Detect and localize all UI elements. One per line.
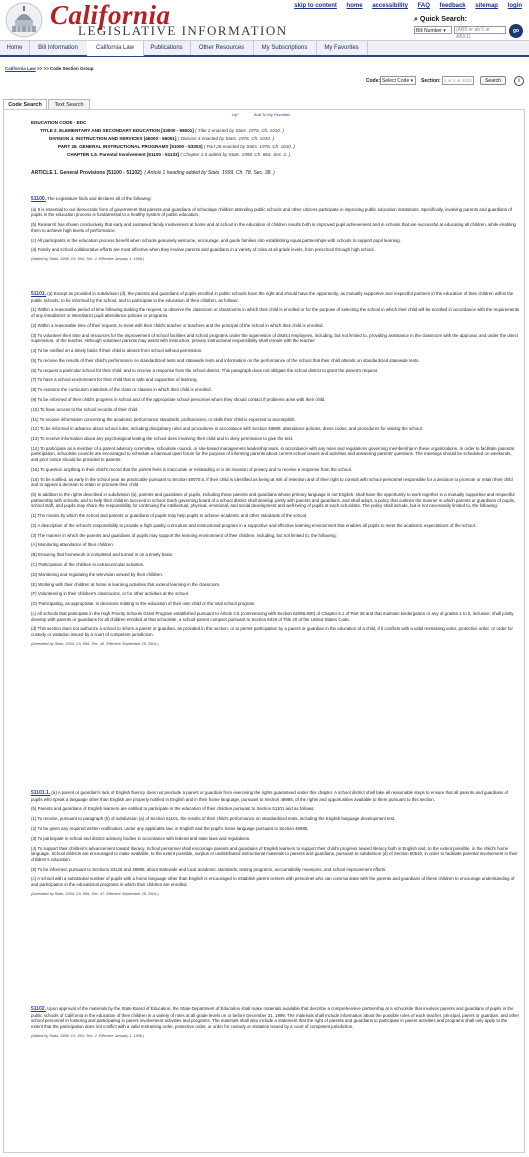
section-paragraph bbox=[31, 492, 520, 509]
paragraph-text: (b) Research has shown conclusively that early and sustained family involvement at home and at school in the education of children results both in improved pupil achievement and in schools that are successful at educating all children, while enabling them to achieve high levels of performance. bbox=[31, 222, 516, 233]
section-paragraph bbox=[31, 333, 520, 344]
section-paragraph bbox=[31, 513, 520, 519]
breadcrumb-rest: >> >> Code Section Group bbox=[37, 66, 94, 71]
paragraph-text: (2) A description of the school's responsibility to provide a high quality curriculum and instructional program in a supportive and effective learning environment that enables all pupils to meet the academic expectations of the school. bbox=[31, 522, 476, 528]
section-history-note: (Amended by Stats. 2004, Ch. 896, Sec. 47. Effective September 29, 2004.) bbox=[31, 891, 159, 896]
paragraph-text: (c) All schools that participate in the High Priority Schools Grant Program established pursuant to Article 3.5 (commencing with Section 52055.600) of Chapter 6.1 of Part 28 and that maintain kindergarten or any of grades 1 to 5, inclusive, shall jointly develop with parents or guardians for all children enrolled at that schoolsite, a school-parent compact pursuant to Section 6319 of Title 20 of the United States Code. bbox=[31, 610, 514, 622]
paragraph-text: (2) To be given any required written notification, under any applicable law, in English and the pupil's home language pursuant to Section 48985. bbox=[31, 825, 309, 831]
skip-to-content-link[interactable]: skip to content bbox=[294, 3, 337, 9]
section-paragraph bbox=[31, 867, 520, 873]
paragraph-text: (4) To support their children's advancement toward literacy. School personnel shall encourage parents and guardians of English learners to support their child's progress toward literacy both in English and, to the extent possible, in the child's home language. School districts are encouraged to make available, to the extent possible, surplus or undistributed instructional materials to parents and guardians, pursuant to subdivision (d) of Section 60510, in order to facilitate parental involvement in their children's education. bbox=[31, 845, 518, 862]
code-label: Code: bbox=[366, 78, 381, 84]
section-paragraph bbox=[31, 358, 520, 364]
bill-number-input[interactable]: (AB5 or ab 5 or ABX1) bbox=[454, 26, 506, 34]
section-paragraph bbox=[31, 790, 520, 802]
section-paragraph bbox=[31, 533, 520, 539]
code-heading: EDUCATION CODE - EDC bbox=[31, 120, 87, 125]
section-input[interactable]: 1 or 2 or 1001 bbox=[444, 78, 473, 83]
section-paragraph bbox=[31, 397, 520, 403]
section-paragraph bbox=[31, 806, 520, 812]
tab-text-search[interactable]: Text Search bbox=[48, 99, 90, 109]
section-paragraph bbox=[31, 291, 520, 303]
accessibility-link[interactable]: accessibility bbox=[372, 3, 408, 9]
section-paragraph bbox=[31, 552, 520, 558]
paragraph-text: (a) Except as provided in subdivision (d), the parents and guardians of pupils enrolled in public schools have the right and should have the opportunity, as mutually supportive and respectful partners in the education of their children within the public schools, to be informed by the school, and to participate in the education of their children, as follows: bbox=[31, 291, 514, 303]
paragraph-text: (8) To examine the curriculum materials of the class or classes in which their child is enrolled. bbox=[31, 387, 212, 393]
section-paragraph bbox=[31, 523, 520, 529]
section-paragraph bbox=[31, 582, 520, 588]
section-paragraph bbox=[31, 1006, 520, 1029]
section-paragraph bbox=[31, 323, 520, 329]
section-paragraph bbox=[31, 601, 520, 607]
section-paragraph bbox=[31, 836, 520, 842]
paragraph-text: (9) To be informed of their child's progress in school and of the appropriate school personnel whom they should contact if problems arise with their child. bbox=[31, 396, 326, 402]
section-paragraph bbox=[31, 368, 520, 374]
sitemap-link[interactable]: sitemap bbox=[475, 3, 498, 9]
section-paragraph bbox=[31, 377, 520, 383]
section-number-link[interactable]: 51102. bbox=[31, 1006, 47, 1012]
paragraph-text: (6) To request a particular school for their child, and to receive a response from the school district. This paragraph does not obligate the school district to grant the parent's request. bbox=[31, 367, 379, 373]
section-paragraph bbox=[31, 238, 520, 244]
section-history-note: (Added by Stats. 1998, Ch. 864, Sec. 2. Effective January 1, 1999.) bbox=[31, 1033, 145, 1038]
paragraph-text: (c) All participants in the education process benefit when schools genuinely welcome, encourage, and guide families into establishing equal partnerships with schools to support pupil learning. bbox=[31, 237, 401, 243]
section-paragraph bbox=[31, 626, 520, 637]
paragraph-text: (A) Monitoring attendance of their children. bbox=[31, 542, 114, 548]
section-paragraph bbox=[31, 207, 520, 218]
feedback-link[interactable]: feedback bbox=[439, 3, 466, 9]
paragraph-text: (F) Volunteering in their children's classrooms, or for other activities at the school. bbox=[31, 591, 189, 597]
nav-my-subscriptions[interactable]: My Subscriptions bbox=[253, 41, 317, 55]
logo-wordmark[interactable]: California bbox=[50, 0, 171, 30]
section-paragraph bbox=[31, 467, 520, 473]
section-number-link[interactable]: 51101.1. bbox=[31, 790, 51, 796]
site-header bbox=[0, 0, 529, 40]
chapter-heading: CHAPTER 1.5. Parental Involvement [51100 - 51133] ( Chapter 1.5 added by Stats. 1998, Ch. 864, Sec. 2. ) bbox=[67, 152, 291, 157]
section-paragraph bbox=[31, 591, 520, 597]
code-select[interactable]: Select Code ▾ bbox=[380, 76, 416, 85]
paragraph-text: (1) To receive, pursuant to paragraph (5) of subdivision (a) of Section 51101, the results of their child's performance on standardized tests, including the English language development test. bbox=[31, 816, 396, 822]
article-heading: ARTICLE 1. General Provisions [51100 - 51102] ( Article 1 heading added by Stats. 1999, Ch. 78, Sec. 38. ) bbox=[31, 170, 275, 176]
section-paragraph bbox=[31, 876, 520, 887]
division-heading: DIVISION 4. INSTRUCTION AND SERVICES [46000 - 66001] ( Division 4 enacted by Stats. 1976, Ch. 1010. ) bbox=[49, 136, 274, 141]
add-to-favorites-link[interactable]: Add To My Favorites bbox=[253, 112, 291, 117]
section-paragraph bbox=[31, 816, 520, 822]
section-paragraph bbox=[31, 222, 520, 233]
paragraph-text: (a) A parent or guardian's lack of English fluency does not preclude a parent or guardian from exercising the rights guaranteed under this chapter. A school district shall take all reasonable steps to ensure that all parents and guardians of pupils who speak a language other than English are properly notified in English and in their home language, pursuant to Section 48985, of the rights and opportunities available to them pursuant to this section. bbox=[31, 790, 509, 802]
info-circle-icon[interactable]: i bbox=[514, 76, 524, 86]
section-paragraph bbox=[31, 572, 520, 578]
section-history-note: (Amended by Stats. 2004, Ch. 896, Sec. 46. Effective September 29, 2004.) bbox=[31, 641, 159, 646]
section-paragraph bbox=[31, 307, 520, 318]
section-paragraph bbox=[31, 196, 520, 203]
paragraph-text: (14) To participate as a member of a parent advisory committee, schoolsite council, or site-based management leadership team, in accordance with any rules and regulations governing membership in these organizations. In order to facilitate parental participation, schoolsite councils are encouraged to schedule a biannual open forum for the purpose of informing parents about current school issues and activities and answering parents' questions. The meetings should be scheduled on weekends, and prior notice should be provided to parents. bbox=[31, 445, 514, 463]
paragraph-text: (3) To participate in school and district advisory bodies in accordance with federal and state laws and regulations. bbox=[31, 835, 251, 841]
section-paragraph bbox=[31, 826, 520, 832]
section-paragraph bbox=[31, 446, 520, 463]
paragraph-text: (2) Within a reasonable time of their request, to meet with their child's teacher or teachers and the principal of the school in which their child is enrolled. bbox=[31, 322, 324, 328]
section-paragraph bbox=[31, 436, 520, 442]
paragraph-text: (G) Participating, as appropriate, in decisions relating to the education of their own child or the total school program. bbox=[31, 601, 256, 607]
search-button[interactable]: Search bbox=[480, 76, 506, 85]
paragraph-text: (7) To have a school environment for their child that is safe and supportive of learning. bbox=[31, 377, 198, 383]
paragraph-text: (5) To be informed, pursuant to Sections 33126 and 48985, about statewide and local academic standards, testing programs, accountability measures, and school improvement efforts. bbox=[31, 866, 387, 872]
login-link[interactable]: login bbox=[507, 3, 522, 9]
home-link[interactable]: home bbox=[346, 3, 363, 9]
up-links bbox=[232, 112, 304, 117]
section-paragraph bbox=[31, 611, 520, 622]
breadcrumb-california-law[interactable]: California Law bbox=[5, 66, 36, 71]
paragraph-text: (D) Monitoring and regulating the television viewed by their children. bbox=[31, 571, 164, 577]
paragraph-text: (c) A school with a substantial number of pupils with a home language other than English is encouraged to establish parent centers with personnel who can communicate with the parents and guardians of these children to encourage understanding of and participation in the educational programs in which their children are enrolled. bbox=[31, 876, 515, 887]
section-paragraph bbox=[31, 477, 520, 488]
section-number-link[interactable]: 51101. bbox=[31, 291, 47, 297]
section-paragraph bbox=[31, 542, 520, 548]
nav-california-law[interactable]: California Law bbox=[87, 41, 144, 56]
faq-link[interactable]: FAQ bbox=[417, 3, 430, 9]
main-nav bbox=[0, 40, 529, 57]
up-link[interactable]: Up^ bbox=[232, 112, 239, 117]
title-heading: TITLE 2. ELEMENTARY AND SECONDARY EDUCATION [33000 - 66001] ( Title 2 enacted by Stats. 1976, Ch. 1010. ) bbox=[40, 128, 284, 133]
paragraph-text: (10) To have access to the school records of their child. bbox=[31, 406, 139, 412]
paragraph-text: (15) To question anything in their child's record that the parent feels is inaccurate or misleading or is an invasion of privacy and to receive a response from the school. bbox=[31, 466, 352, 472]
section-paragraph bbox=[31, 407, 520, 413]
quick-search bbox=[412, 16, 527, 38]
paragraph-text: (11) To receive information concerning the academic performance standards, proficiencies, or skills their child is expected to accomplish. bbox=[31, 416, 296, 422]
paragraph-text: (d) Family and school collaborative efforts are most effective when they involve parents and guardians in a variety of roles at all grade levels, from preschool through high school. bbox=[31, 247, 375, 253]
paragraph-text: (4) To be notified on a timely basis if their child is absent from school without permission. bbox=[31, 347, 203, 353]
paragraph-text: (b) In addition to the rights described in subdivision (a), parents and guardians of pupils, including those parents and guardians whose primary language is not English, shall have the opportunity to work together in a mutually supportive and respectful partnership with schools, and to help their children succeed in school. Each governing board of a school district shall develop jointly with parents and guardians, and shall adopt, a policy that outlines the manner in which parents or guardians of pupils, school staff, and pupils may share the responsibility for continuing the intellectual, physical, emotional, and social development and well-being of pupils at each schoolsite. The policy shall include, but is not necessarily limited to, the following: bbox=[31, 492, 515, 509]
paragraph-text: Upon approval of the materials by the State Board of Education, the State Department of Education shall make materials available that describe a comprehensive partnership at a schoolsite that involves parents and guardians of pupils in the public schools of California in the education of their children in a variety of roles at all grade levels on or before December 31, 1999. The materials shall include information about the possible roles of each teacher, principal, parent or guardian, and other school personnel in fostering and participating in parent involvement activities and programs. The materials shall also include a statement that the right of parents and guardians to participate in parent activities and programs shall only apply to the extent that the participation does not conflict with a valid restraining order, protective order, or order for custody or visitation issued by a court of competent jurisdiction. bbox=[31, 1006, 520, 1029]
paragraph-text: (12) To be informed in advance about school rules, including disciplinary rules and procedures in accordance with Section 48980, attendance policies, dress codes, and procedures for visiting the school. bbox=[31, 426, 423, 432]
quick-search-title: ⌕ Quick Search: bbox=[414, 16, 467, 23]
paragraph-text: (1) The means by which the school and parents or guardians of pupils may help pupils to achieve academic and other standards of the school. bbox=[31, 513, 308, 519]
tab-code-search[interactable]: Code Search bbox=[3, 99, 47, 109]
nav-other-resources[interactable]: Other Resources bbox=[190, 41, 254, 55]
section-history-note: (Added by Stats. 1998, Ch. 864, Sec. 2. Effective January 1, 1999.) bbox=[31, 257, 145, 262]
section-paragraph bbox=[31, 247, 520, 253]
part-heading: PART 28. GENERAL INSTRUCTIONAL PROGRAMS [51000 - 53303] ( Part 28 enacted by Stats. 1976, Ch. 1010. ) bbox=[58, 144, 295, 149]
capitol-dome-logo-icon[interactable] bbox=[4, 2, 44, 38]
paragraph-text: The Legislature finds and declares all of the following: bbox=[47, 196, 152, 201]
logo-subtitle: LEGISLATIVE INFORMATION bbox=[78, 23, 288, 38]
nav-home[interactable]: Home bbox=[0, 41, 30, 55]
paragraph-text: (13) To receive information about any psychological testing the school does involving their child and to deny permission to give the test. bbox=[31, 436, 294, 442]
paragraph-text: (C) Participation of the children in extracurricular activities. bbox=[31, 562, 145, 567]
search-icon: ⌕ bbox=[414, 16, 418, 23]
paragraph-text: (3) The manner in which the parents and guardians of pupils may support the learning environment of their children, including, but not limited to, the following: bbox=[31, 532, 337, 538]
section-paragraph bbox=[31, 562, 520, 568]
utility-links bbox=[286, 3, 522, 9]
paragraph-text: (d) This section does not authorize a school to inform a parent or guardian, as provided in this section, or to permit participation by a parent or guardian in the education of a child, if it conflicts with a valid restraining order, protective order, or order for custody or visitation issued by a court of competent jurisdiction. bbox=[31, 626, 513, 637]
bill-type-select[interactable]: Bill Number ▾ bbox=[414, 26, 452, 34]
nav-my-favorites[interactable]: My Favorites bbox=[316, 41, 368, 55]
section-label: Section: bbox=[421, 78, 441, 84]
paragraph-text: (B) Ensuring that homework is completed and turned in on a timely basis. bbox=[31, 552, 174, 558]
section-number-link[interactable]: 51100. bbox=[31, 196, 47, 202]
paragraph-text: (16) To be notified, as early in the school year as practicable pursuant to Section 48070.5, if their child is identified as being at risk of retention and of their right to consult with school personnel responsible for a decision to promote or retain their child and to appeal a decision to retain or promote their child. bbox=[31, 476, 513, 488]
section-paragraph bbox=[31, 846, 520, 863]
breadcrumb bbox=[5, 66, 94, 71]
nav-bill-information[interactable]: Bill Information bbox=[29, 41, 88, 55]
section-paragraph bbox=[31, 348, 520, 354]
paragraph-text: (b) Parents and guardians of English learners are entitled to participate in the education of their children pursuant to Section 51101 and as follows: bbox=[31, 806, 315, 812]
paragraph-text: (1) Within a reasonable period of time following making the request, to observe the classroom or classrooms in which their child is enrolled or for the purpose of selecting the school in which their child will be enrolled in accordance with the requirements of any intradistrict or interdistrict pupil attendance policies or programs. bbox=[31, 307, 520, 318]
go-button[interactable]: go bbox=[509, 24, 523, 38]
paragraph-text: (a) It is essential to our democratic form of government that parents and guardians of schoolage children attending public schools and other citizens participate in improving public education institutions. Specifically, involving parents and guardians of pupils in the education process is fundamental to a healthy system of public education. bbox=[31, 206, 512, 218]
section-paragraph bbox=[31, 417, 520, 423]
section-paragraph bbox=[31, 426, 520, 432]
paragraph-text: (3) To volunteer their time and resources for the improvement of school facilities and school programs under the supervision of district employees, including, but not limited to, providing assistance in the classroom with the approval, and under the direct supervision, of the teacher. Although volunteer parents may assist with instruction, primary instructional responsibility shall remain with the teacher. bbox=[31, 332, 519, 344]
paragraph-text: (E) Working with their children at home in learning activities that extend learning in the classroom. bbox=[31, 581, 221, 587]
paragraph-text: (5) To receive the results of their child's performance on standardized tests and statewide tests and information on the performance of the school that their child attends on standardized statewide tests. bbox=[31, 357, 420, 363]
section-paragraph bbox=[31, 387, 520, 393]
nav-publications[interactable]: Publications bbox=[143, 41, 191, 55]
